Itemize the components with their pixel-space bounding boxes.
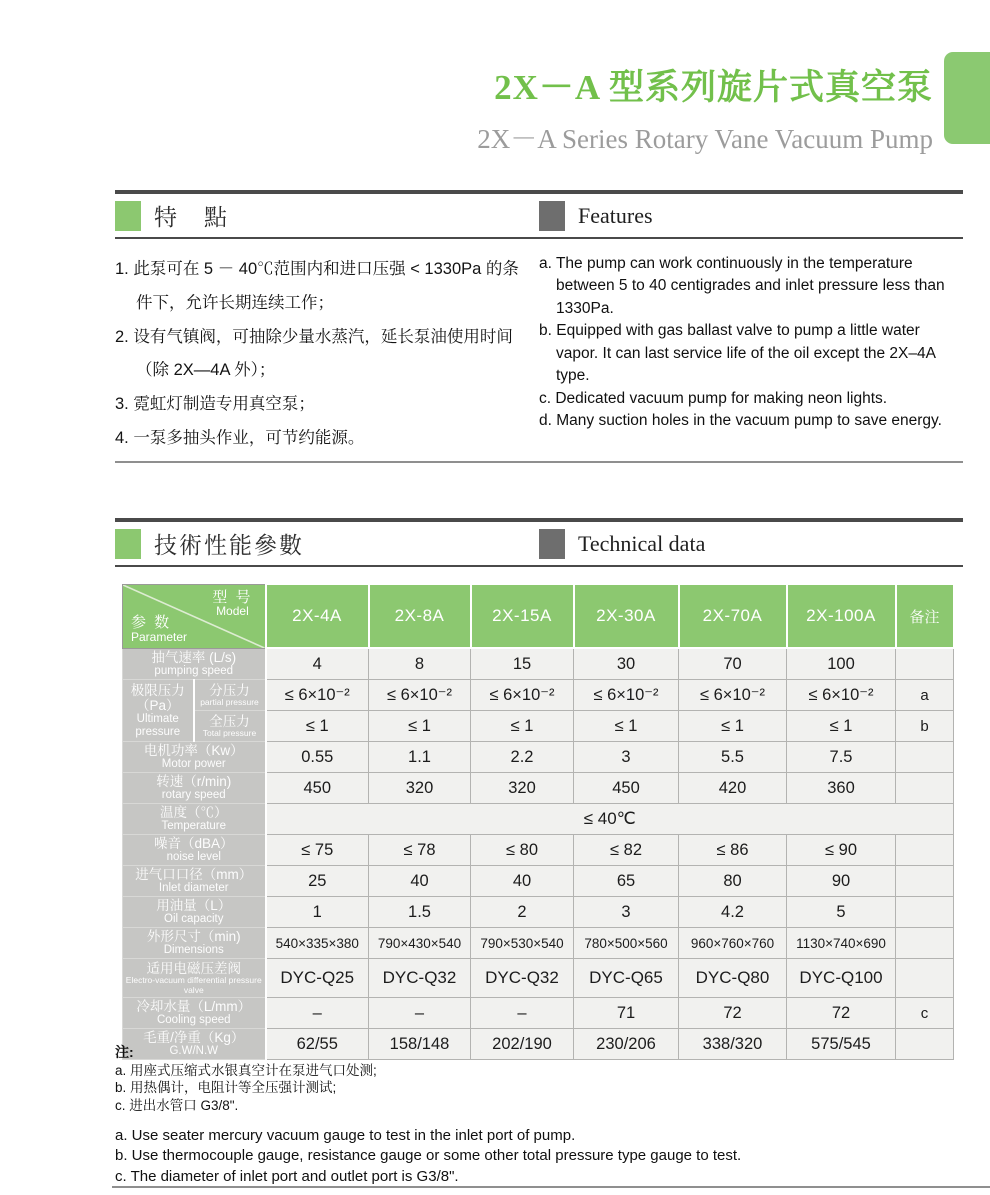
table-cell: ≤ 90 <box>787 835 896 866</box>
table-cell: DYC-Q32 <box>369 959 471 998</box>
table-cell: ≤ 6×10⁻² <box>787 680 896 711</box>
table-row-oil-capacity <box>123 897 954 928</box>
corner-header-cell <box>123 584 266 648</box>
table-cell: 1.5 <box>369 897 471 928</box>
table-cell: 90 <box>787 866 896 897</box>
table-cell: 62/55 <box>266 1029 369 1060</box>
table-cell: DYC-Q25 <box>266 959 369 998</box>
table-cell-remark <box>896 866 954 897</box>
note-item-zh: c. 进出水管口 G3/8". <box>115 1097 239 1113</box>
row-label: 毛重/净重（Kg） G.W/N.W <box>123 1029 266 1060</box>
table-cell: 70 <box>679 648 787 680</box>
note-item-en: b. Use thermocouple gauge, resistance gauge or some other total pressure type gauge to test. <box>115 1147 742 1165</box>
technical-section <box>115 518 963 1060</box>
table-cell: DYC-Q100 <box>787 959 896 998</box>
table-cell: 25 <box>266 866 369 897</box>
column-header-model: 2X-30A <box>574 584 679 648</box>
gray-square-icon <box>539 201 565 231</box>
page-title-english: 2X－A Series Rotary Vane Vacuum Pump <box>477 124 933 154</box>
table-cell: – <box>266 998 369 1029</box>
table-row-rotary-speed <box>123 773 954 804</box>
table-cell: 7.5 <box>787 742 896 773</box>
title-block <box>0 60 933 156</box>
table-cell: ≤ 80 <box>471 835 574 866</box>
features-header <box>115 190 963 239</box>
table-cell: ≤ 82 <box>574 835 679 866</box>
features-heading-en: Features <box>578 202 653 228</box>
row-sublabel-total: 全压力 Total pressure <box>194 711 266 742</box>
row-label: 抽气速率 (L/s) pumping speed <box>123 648 266 680</box>
row-label-ultimate-pressure: 极限压力（Pa） Ultimate pressure <box>123 680 194 742</box>
features-column-english <box>539 253 963 461</box>
table-cell: 8 <box>369 648 471 680</box>
column-header-model: 2X-100A <box>787 584 896 648</box>
feature-item-zh: 3. 霓虹灯制造专用真空泵； <box>115 395 315 414</box>
table-cell: 4 <box>266 648 369 680</box>
corner-parameter-label: 参 数 Parameter <box>131 614 188 644</box>
table-cell: 202/190 <box>471 1029 574 1060</box>
table-row-motor-power <box>123 742 954 773</box>
column-header-model: 2X-70A <box>679 584 787 648</box>
table-cell-remark <box>896 897 954 928</box>
row-label: 温度（℃） Temperature <box>123 804 266 835</box>
table-cell: 450 <box>266 773 369 804</box>
table-cell: 40 <box>369 866 471 897</box>
table-cell: – <box>369 998 471 1029</box>
table-cell: ≤ 1 <box>471 711 574 742</box>
notes-chinese <box>115 1062 963 1115</box>
table-row-inlet-diameter <box>123 866 954 897</box>
table-cell-remark <box>896 959 954 998</box>
table-cell: 4.2 <box>679 897 787 928</box>
table-cell: 30 <box>574 648 679 680</box>
table-cell: ≤ 1 <box>266 711 369 742</box>
green-corner-tab <box>944 52 990 144</box>
column-header-model: 2X-8A <box>369 584 471 648</box>
table-cell: 790×430×540 <box>369 928 471 959</box>
table-cell: 3 <box>574 897 679 928</box>
table-cell-remark: c <box>896 998 954 1029</box>
note-item-zh: a. 用座式压缩式水银真空计在泵进气口处测; <box>115 1062 377 1078</box>
table-cell: 2 <box>471 897 574 928</box>
table-cell: DYC-Q65 <box>574 959 679 998</box>
table-cell: ≤ 78 <box>369 835 471 866</box>
table-cell: 71 <box>574 998 679 1029</box>
table-cell: 1.1 <box>369 742 471 773</box>
row-label: 电机功率（Kw） Motor power <box>123 742 266 773</box>
table-cell: 80 <box>679 866 787 897</box>
row-sublabel-partial: 分压力 partial pressure <box>194 680 266 711</box>
table-cell: 450 <box>574 773 679 804</box>
bottom-divider <box>112 1186 990 1188</box>
table-row-temperature <box>123 804 954 835</box>
notes-section <box>115 1044 963 1187</box>
row-label: 冷却水量（L/mm） Cooling speed <box>123 998 266 1029</box>
table-row-total-pressure <box>123 711 954 742</box>
table-cell: ≤ 75 <box>266 835 369 866</box>
column-header-remark: 备注 <box>896 584 954 648</box>
table-cell: ≤ 1 <box>679 711 787 742</box>
table-cell: 65 <box>574 866 679 897</box>
table-cell-remark <box>896 835 954 866</box>
row-label: 外形尺寸（min) Dimensions <box>123 928 266 959</box>
green-square-icon <box>115 529 141 559</box>
table-header-row <box>123 584 954 648</box>
green-square-icon <box>115 201 141 231</box>
table-cell: 575/545 <box>787 1029 896 1060</box>
table-cell: 780×500×560 <box>574 928 679 959</box>
table-cell: ≤ 6×10⁻² <box>266 680 369 711</box>
table-row-noise-level <box>123 835 954 866</box>
table-cell: DYC-Q32 <box>471 959 574 998</box>
technical-header <box>115 518 963 567</box>
features-section <box>115 190 963 463</box>
table-cell: ≤ 6×10⁻² <box>471 680 574 711</box>
feature-item-en: b. Equipped with gas ballast valve to pump a little water vapor. It can last service life of the oil except the 2X–4A type. <box>539 322 936 385</box>
table-row-valve <box>123 959 954 998</box>
table-cell: ≤ 6×10⁻² <box>679 680 787 711</box>
table-cell: 5.5 <box>679 742 787 773</box>
technical-header-left <box>115 527 539 560</box>
table-cell: ≤ 1 <box>369 711 471 742</box>
notes-english <box>115 1126 963 1187</box>
table-cell: 1130×740×690 <box>787 928 896 959</box>
table-cell: 15 <box>471 648 574 680</box>
gray-square-icon <box>539 529 565 559</box>
table-cell: 960×760×760 <box>679 928 787 959</box>
table-cell: 40 <box>471 866 574 897</box>
row-label: 用油量（L） Oil capacity <box>123 897 266 928</box>
table-cell-temperature-span: ≤ 40℃ <box>266 804 954 835</box>
table-cell: 72 <box>787 998 896 1029</box>
table-cell: 72 <box>679 998 787 1029</box>
note-item-en: a. Use seater mercury vacuum gauge to test in the inlet port of pump. <box>115 1127 576 1145</box>
table-cell-remark <box>896 773 954 804</box>
feature-item-zh: 4. 一泵多抽头作业，可节约能源。 <box>115 429 365 448</box>
table-cell-remark: b <box>896 711 954 742</box>
table-cell-remark <box>896 742 954 773</box>
page-title-chinese: 2X－A 型系列旋片式真空泵 <box>494 68 933 107</box>
table-cell: 338/320 <box>679 1029 787 1060</box>
notes-label: 注: <box>115 1044 134 1060</box>
features-header-left <box>115 199 539 232</box>
row-label: 进气口口径（mm） Inlet diameter <box>123 866 266 897</box>
table-cell: 360 <box>787 773 896 804</box>
note-item-zh: b. 用热偶计，电阻计等全压强计测试; <box>115 1080 337 1096</box>
feature-item-en: d. Many suction holes in the vacuum pump to save energy. <box>539 412 942 430</box>
corner-model-label: 型 号 Model <box>212 588 253 619</box>
table-cell: 2.2 <box>471 742 574 773</box>
table-cell: 540×335×380 <box>266 928 369 959</box>
feature-item-en: c. Dedicated vacuum pump for making neon lights. <box>539 389 888 407</box>
feature-item-zh: 1. 此泵可在 5 － 40℃范围内和进口压强 < 1330Pa 的条件下，允许长期连续工作； <box>115 260 519 312</box>
technical-heading-zh: 技術性能參數 <box>154 532 304 558</box>
features-header-right <box>539 201 963 231</box>
technical-header-right <box>539 529 963 559</box>
table-cell: ≤ 86 <box>679 835 787 866</box>
table-cell-remark <box>896 928 954 959</box>
table-cell: ≤ 1 <box>787 711 896 742</box>
features-column-chinese <box>115 253 539 461</box>
table-cell: ≤ 6×10⁻² <box>574 680 679 711</box>
column-header-model: 2X-15A <box>471 584 574 648</box>
table-cell: 790×530×540 <box>471 928 574 959</box>
table-cell: DYC-Q80 <box>679 959 787 998</box>
technical-data-table <box>122 583 955 1060</box>
table-row-dimensions <box>123 928 954 959</box>
features-body <box>115 239 963 463</box>
technical-heading-en: Technical data <box>578 530 706 556</box>
table-cell: 320 <box>369 773 471 804</box>
table-row-partial-pressure <box>123 680 954 711</box>
table-cell: 1 <box>266 897 369 928</box>
row-label: 噪音（dBA） noise level <box>123 835 266 866</box>
table-cell: 420 <box>679 773 787 804</box>
table-cell: ≤ 1 <box>574 711 679 742</box>
features-heading-zh: 特 點 <box>154 204 229 230</box>
table-cell: ≤ 6×10⁻² <box>369 680 471 711</box>
feature-item-zh: 2. 设有气镇阀，可抽除少量水蒸汽，延长泵油使用时间（除 2X—4A 外）； <box>115 327 513 380</box>
table-row-pumping-speed <box>123 648 954 680</box>
table-cell-remark: a <box>896 680 954 711</box>
table-cell: 158/148 <box>369 1029 471 1060</box>
feature-item-en: a. The pump can work continuously in the temperature between 5 to 40 centigrades and inlet pressure less than 1330Pa. <box>539 255 945 317</box>
table-cell-remark <box>896 648 954 680</box>
column-header-model: 2X-4A <box>266 584 369 648</box>
row-label: 转速（r/min) rotary speed <box>123 773 266 804</box>
table-cell: – <box>471 998 574 1029</box>
table-cell: 100 <box>787 648 896 680</box>
note-item-en: c. The diameter of inlet port and outlet port is G3/8". <box>115 1167 459 1185</box>
table-cell: 5 <box>787 897 896 928</box>
row-label: 适用电磁压差阀 Electro-vacuum differential pressure valve <box>123 959 266 998</box>
table-cell: 0.55 <box>266 742 369 773</box>
table-cell: 230/206 <box>574 1029 679 1060</box>
table-cell: 3 <box>574 742 679 773</box>
table-row-cooling <box>123 998 954 1029</box>
table-cell: 320 <box>471 773 574 804</box>
